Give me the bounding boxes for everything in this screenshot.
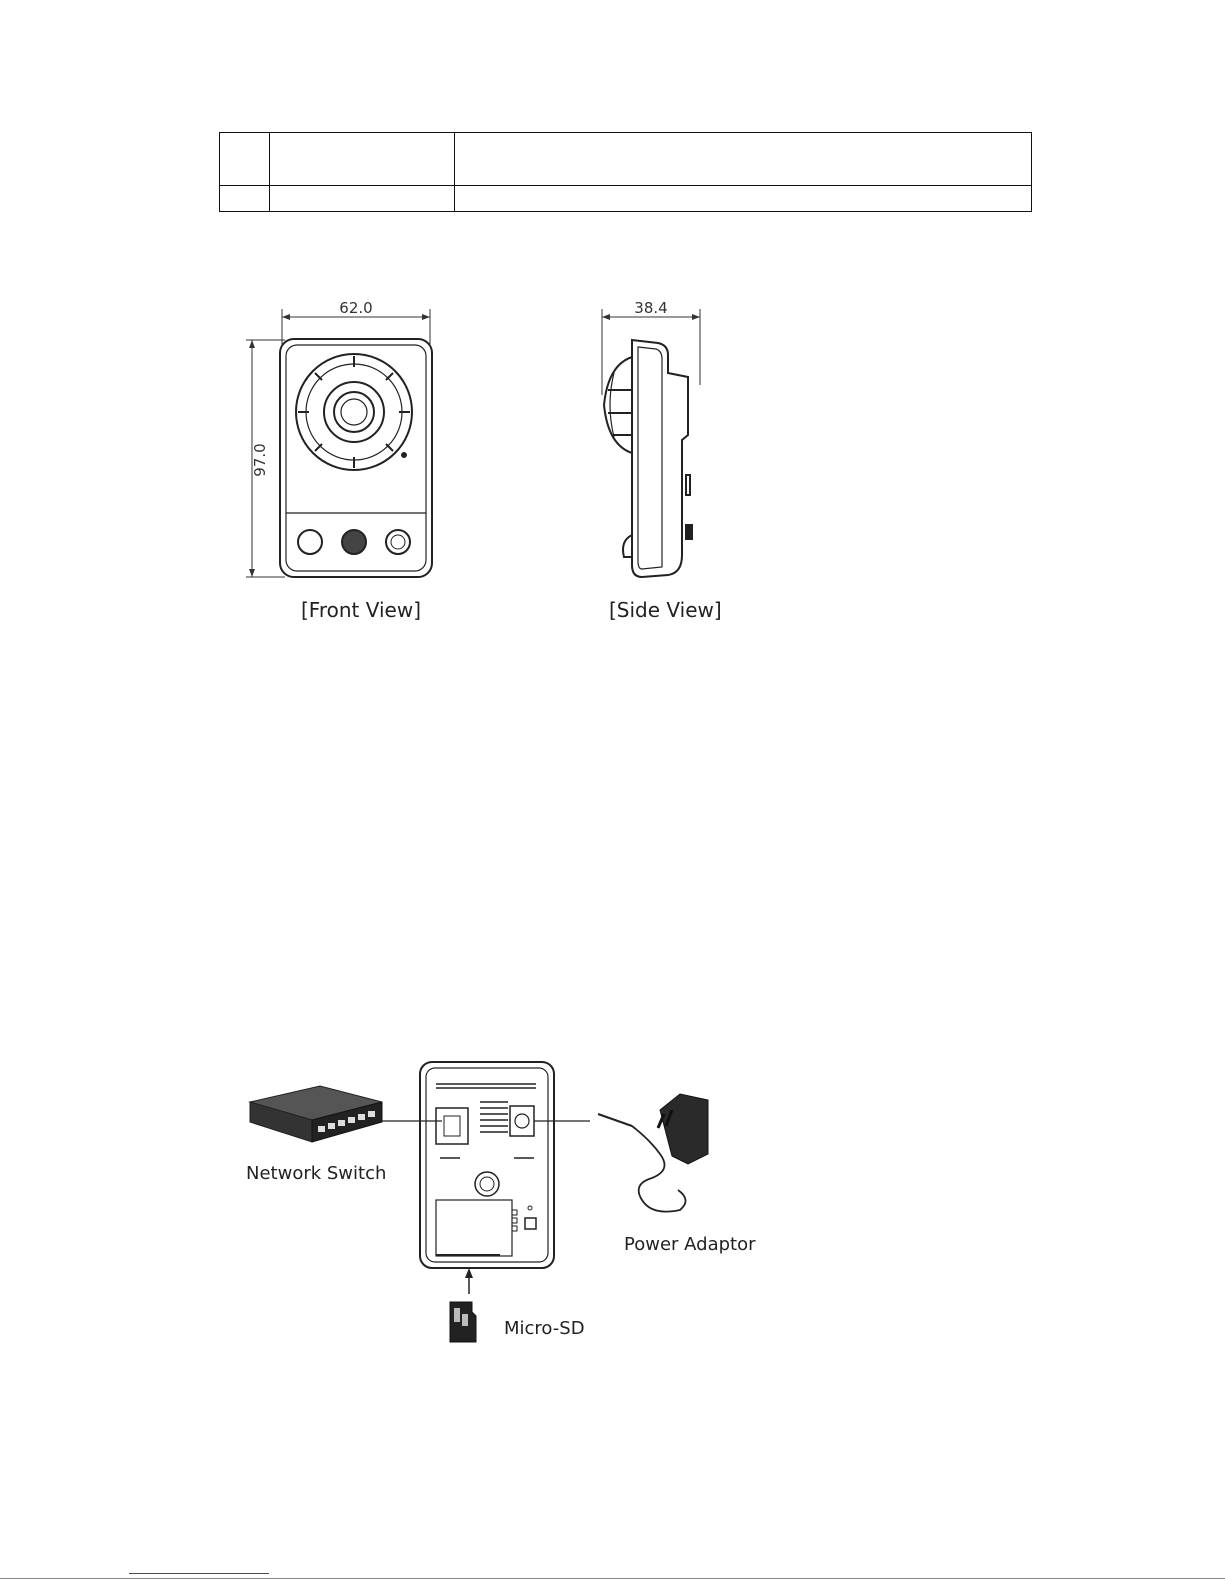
micro-sd-card-icon [450, 1302, 476, 1342]
table-cell [220, 185, 270, 211]
table-cell [220, 133, 270, 186]
camera-rear-panel-icon [420, 1062, 554, 1268]
micro-sd-label: Micro-SD [504, 1318, 585, 1339]
table-cell [270, 133, 455, 186]
footer-link-underline[interactable] [129, 1573, 269, 1574]
front-view-drawing [240, 295, 450, 595]
table-row [220, 185, 1032, 211]
spec-table [219, 132, 1032, 212]
power-adaptor-label: Power Adaptor [624, 1234, 756, 1255]
insert-arrow-icon [465, 1268, 473, 1294]
front-width-dimension: 62.0 [339, 299, 373, 317]
side-view-caption: [Side View] [609, 598, 722, 622]
table-cell [455, 133, 1032, 186]
table-row [220, 133, 1032, 186]
table-cell [455, 185, 1032, 211]
footer-rule [0, 1578, 1225, 1579]
front-view-caption: [Front View] [301, 598, 422, 622]
side-view-drawing [590, 295, 720, 595]
side-depth-dimension: 38.4 [634, 299, 668, 317]
table-cell [270, 185, 455, 211]
network-switch-icon [250, 1086, 382, 1142]
power-adaptor-icon [598, 1094, 708, 1212]
front-height-dimension: 97.0 [251, 443, 269, 477]
network-switch-label: Network Switch [246, 1163, 387, 1184]
connection-diagram [240, 1050, 760, 1360]
